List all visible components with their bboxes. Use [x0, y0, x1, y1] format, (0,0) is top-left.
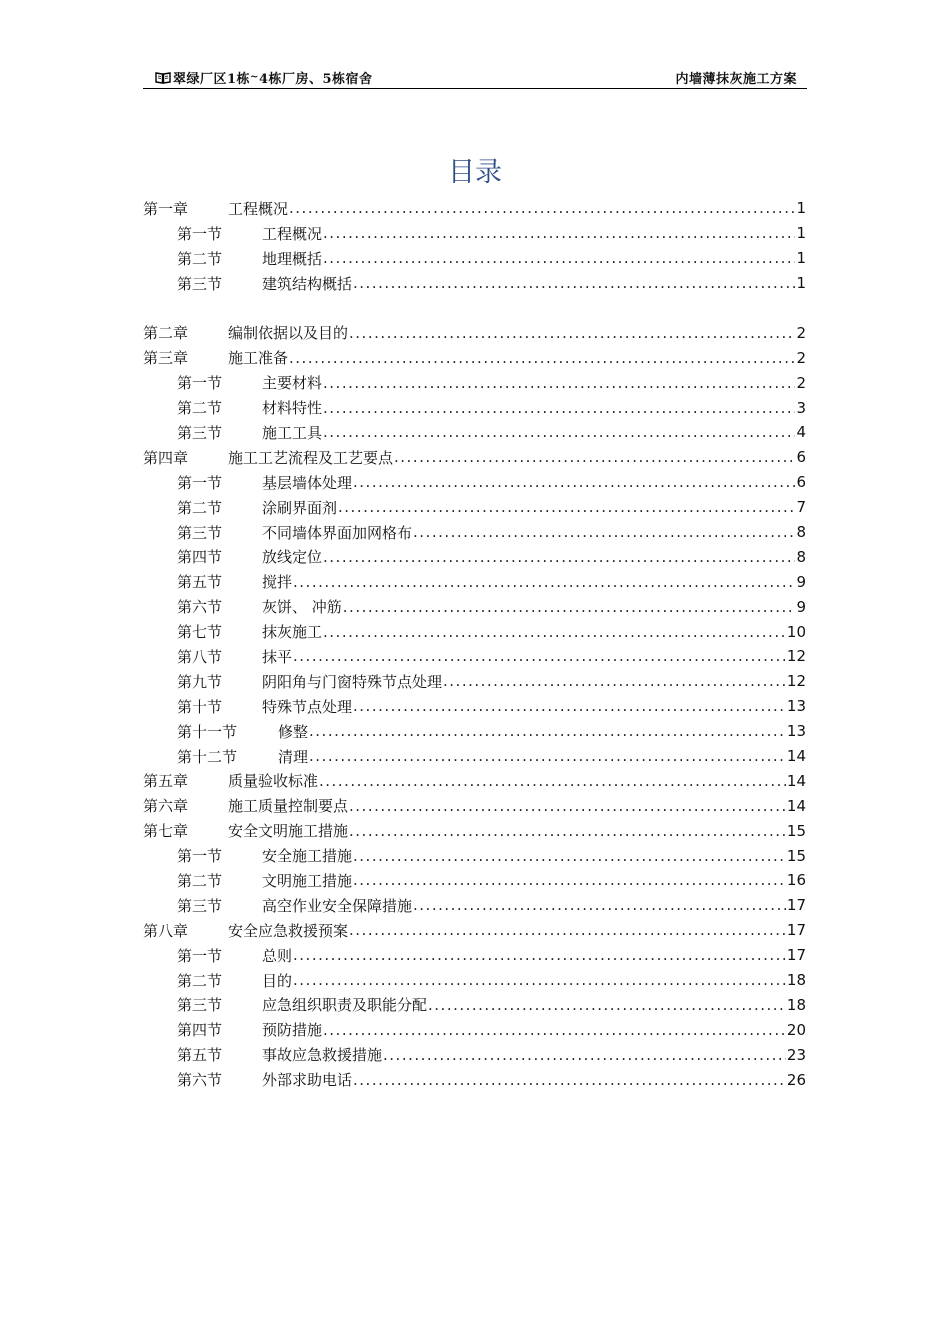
toc-entry-page-number: 15 — [786, 821, 806, 840]
toc-entry-title: 建筑结构概括 — [262, 274, 353, 293]
toc-entry-page-number: 6 — [796, 448, 806, 467]
toc-entry-label: 第十二节 — [177, 747, 238, 766]
toc-entry-title: 预防措施 — [262, 1021, 323, 1040]
header-right-text: 内墙薄抹灰施工方案 — [675, 72, 797, 87]
toc-section-entry[interactable] — [143, 395, 806, 420]
toc-entry-label: 第一章 — [143, 199, 189, 218]
toc-entry-page-number: 6 — [796, 473, 806, 492]
toc-dot-leader — [323, 374, 795, 392]
toc-chapter-entry[interactable] — [143, 196, 806, 221]
toc-section-entry[interactable] — [143, 594, 806, 619]
toc-entry-page-number: 26 — [786, 1070, 806, 1089]
toc-entry-label: 第一节 — [177, 847, 223, 866]
toc-entry-label: 第六节 — [177, 598, 223, 617]
toc-entry-page-number: 13 — [786, 697, 806, 716]
toc-dot-leader — [394, 448, 795, 466]
toc-entry-page-number: 23 — [786, 1045, 806, 1064]
toc-entry-title: 阴阳角与门窗特殊节点处理 — [262, 672, 443, 691]
toc-dot-leader — [323, 399, 795, 417]
toc-entry-label: 第九节 — [177, 672, 223, 691]
toc-entry-page-number: 14 — [786, 771, 806, 790]
toc-section-entry[interactable] — [143, 644, 806, 669]
toc-section-entry[interactable] — [143, 544, 806, 569]
toc-entry-label: 第二节 — [177, 249, 223, 268]
toc-dot-leader — [323, 249, 795, 267]
toc-dot-leader — [413, 523, 795, 541]
page-header — [143, 66, 807, 89]
toc-entry-label: 第十一节 — [177, 722, 238, 741]
toc-entry-title: 高空作业安全保障措施 — [262, 896, 413, 915]
toc-entry-title: 安全施工措施 — [262, 847, 353, 866]
toc-entry-page-number: 4 — [796, 423, 806, 442]
toc-dot-leader — [443, 672, 786, 690]
toc-section-entry[interactable] — [143, 1017, 806, 1042]
toc-entry-label: 第五节 — [177, 573, 223, 592]
toc-section-entry[interactable] — [143, 619, 806, 644]
table-of-contents — [143, 196, 806, 1092]
toc-dot-leader — [323, 423, 795, 441]
toc-entry-label: 第二节 — [177, 498, 223, 517]
toc-entry-title: 灰饼、 冲筋 — [262, 598, 342, 617]
toc-entry-label: 第六章 — [143, 797, 189, 816]
toc-entry-page-number: 2 — [796, 348, 806, 367]
toc-entry-title: 抹平 — [262, 647, 293, 666]
toc-entry-page-number: 12 — [786, 647, 806, 666]
header-left-text: 翠绿厂区1栋 — [173, 72, 251, 87]
toc-section-entry[interactable] — [143, 744, 806, 769]
toc-entry-page-number: 3 — [796, 398, 806, 417]
toc-section-entry[interactable] — [143, 495, 806, 520]
toc-entry-label: 第四章 — [143, 448, 189, 467]
toc-dot-leader — [353, 1071, 786, 1089]
toc-chapter-entry[interactable] — [143, 768, 806, 793]
toc-entry-page-number: 14 — [786, 796, 806, 815]
toc-dot-leader — [323, 224, 795, 242]
toc-entry-title: 施工准备 — [228, 349, 289, 368]
toc-section-entry[interactable] — [143, 843, 806, 868]
toc-entry-page-number: 1 — [796, 224, 806, 243]
toc-dot-leader — [349, 324, 795, 342]
toc-chapter-entry[interactable] — [143, 918, 806, 943]
toc-section-entry[interactable] — [143, 1067, 806, 1092]
toc-entry-title: 修整 — [278, 722, 309, 741]
toc-dot-leader — [293, 647, 786, 665]
toc-entry-label: 第二节 — [177, 399, 223, 418]
toc-entry-title: 总则 — [262, 946, 293, 965]
toc-entry-title: 涂刷界面剂 — [262, 498, 338, 517]
toc-entry-page-number: 7 — [796, 498, 806, 517]
toc-title: 目录 — [448, 157, 502, 188]
toc-entry-label: 第八节 — [177, 647, 223, 666]
toc-dot-leader — [338, 498, 795, 516]
toc-entry-page-number: 2 — [796, 373, 806, 392]
toc-dot-leader — [319, 772, 786, 790]
toc-entry-label: 第三节 — [177, 896, 223, 915]
toc-section-entry[interactable] — [143, 694, 806, 719]
toc-entry-label: 第一节 — [177, 374, 223, 393]
toc-entry-label: 第十节 — [177, 697, 223, 716]
toc-dot-leader — [289, 349, 795, 367]
toc-entry-title: 材料特性 — [262, 399, 323, 418]
toc-entry-label: 第四节 — [177, 1021, 223, 1040]
header-left-text2: 4栋厂房、5栋宿舍 — [258, 72, 373, 87]
toc-chapter-entry[interactable] — [143, 445, 806, 470]
toc-entry-title: 地理概括 — [262, 249, 323, 268]
toc-entry-page-number: 1 — [796, 249, 806, 268]
toc-entry-title: 工程概况 — [262, 224, 323, 243]
toc-dot-leader — [309, 722, 786, 740]
toc-entry-label: 第三节 — [177, 274, 223, 293]
toc-entry-title: 安全文明施工措施 — [228, 822, 349, 841]
header-left-super: ~ — [250, 72, 259, 83]
toc-dot-leader — [323, 623, 786, 641]
toc-dot-leader — [293, 573, 795, 591]
toc-entry-label: 第二节 — [177, 971, 223, 990]
toc-entry-label: 第二节 — [177, 871, 223, 890]
toc-section-entry[interactable] — [143, 669, 806, 694]
toc-entry-title: 放线定位 — [262, 548, 323, 567]
toc-entry-title: 外部求助电话 — [262, 1071, 353, 1090]
toc-entry-page-number: 17 — [786, 896, 806, 915]
toc-section-entry[interactable] — [143, 271, 806, 296]
toc-entry-page-number: 14 — [786, 747, 806, 766]
toc-dot-leader — [343, 598, 796, 616]
toc-dot-leader — [413, 896, 786, 914]
toc-section-entry[interactable] — [143, 370, 806, 395]
toc-entry-title: 基层墙体处理 — [262, 473, 353, 492]
toc-entry-label: 第七节 — [177, 623, 223, 642]
toc-entry-label: 第八章 — [143, 921, 189, 940]
toc-dot-leader — [383, 1046, 786, 1064]
toc-section-entry[interactable] — [143, 1042, 806, 1067]
toc-dot-leader — [293, 946, 786, 964]
toc-section-entry[interactable] — [143, 520, 806, 545]
toc-entry-page-number: 20 — [786, 1020, 806, 1039]
toc-entry-title: 工程概况 — [228, 199, 289, 218]
toc-entry-title: 目的 — [262, 971, 293, 990]
toc-section-entry[interactable] — [143, 420, 806, 445]
toc-chapter-entry[interactable] — [143, 345, 806, 370]
toc-entry-page-number: 18 — [786, 971, 806, 990]
toc-dot-leader — [309, 747, 786, 765]
toc-entry-title: 应急组织职责及职能分配 — [262, 996, 428, 1015]
toc-entry-page-number: 16 — [786, 871, 806, 890]
toc-entry-page-number: 8 — [796, 523, 806, 542]
toc-entry-page-number: 15 — [786, 846, 806, 865]
toc-entry-title: 施工工具 — [262, 423, 323, 442]
toc-dot-leader — [349, 921, 786, 939]
toc-entry-title: 抹灰施工 — [262, 623, 323, 642]
toc-entry-page-number: 8 — [796, 547, 806, 566]
toc-section-entry[interactable] — [143, 968, 806, 993]
toc-entry-label: 第五章 — [143, 772, 189, 791]
toc-entry-label: 第一节 — [177, 224, 223, 243]
toc-entry-page-number: 18 — [786, 995, 806, 1014]
toc-dot-leader — [349, 797, 786, 815]
toc-entry-title: 不同墙体界面加网格布 — [262, 523, 413, 542]
toc-entry-title: 事故应急救援措施 — [262, 1046, 383, 1065]
toc-chapter-entry[interactable] — [143, 793, 806, 818]
toc-dot-leader — [349, 822, 786, 840]
toc-entry-page-number: 1 — [796, 199, 806, 218]
toc-section-entry[interactable] — [143, 993, 806, 1018]
toc-section-entry[interactable] — [143, 221, 806, 246]
toc-entry-label: 第三节 — [177, 423, 223, 442]
toc-entry-title: 编制依据以及目的 — [228, 324, 349, 343]
toc-section-entry[interactable] — [143, 719, 806, 744]
toc-entry-label: 第四节 — [177, 548, 223, 567]
toc-chapter-entry[interactable] — [143, 818, 806, 843]
toc-entry-title: 施工工艺流程及工艺要点 — [228, 448, 394, 467]
toc-entry-label: 第二章 — [143, 324, 189, 343]
toc-entry-label: 第一节 — [177, 473, 223, 492]
toc-entry-label: 第三节 — [177, 523, 223, 542]
toc-dot-leader — [293, 971, 786, 989]
toc-entry-page-number: 10 — [786, 622, 806, 641]
toc-entry-page-number: 17 — [786, 921, 806, 940]
toc-dot-leader — [323, 1021, 786, 1039]
toc-dot-leader — [353, 847, 786, 865]
toc-entry-label: 第一节 — [177, 946, 223, 965]
toc-entry-title: 文明施工措施 — [262, 871, 353, 890]
toc-chapter-entry[interactable] — [143, 320, 806, 345]
toc-section-entry[interactable] — [143, 569, 806, 594]
header-left — [155, 68, 373, 87]
toc-entry-label: 第三节 — [177, 996, 223, 1015]
toc-entry-page-number: 1 — [796, 274, 806, 293]
toc-dot-leader — [428, 996, 786, 1014]
toc-entry-label: 第五节 — [177, 1046, 223, 1065]
toc-entry-page-number: 13 — [786, 722, 806, 741]
toc-entry-title: 清理 — [278, 747, 309, 766]
toc-dot-leader — [353, 473, 795, 491]
toc-entry-page-number: 2 — [796, 323, 806, 342]
toc-dot-leader — [353, 274, 795, 292]
toc-entry-title: 搅拌 — [262, 573, 293, 592]
toc-dot-leader — [353, 697, 786, 715]
toc-entry-label: 第六节 — [177, 1071, 223, 1090]
toc-entry-page-number: 9 — [796, 597, 806, 616]
toc-entry-title: 质量验收标准 — [228, 772, 319, 791]
toc-dot-leader — [323, 548, 795, 566]
toc-entry-title: 特殊节点处理 — [262, 697, 353, 716]
toc-entry-page-number: 9 — [796, 572, 806, 591]
toc-entry-label: 第七章 — [143, 822, 189, 841]
toc-entry-label: 第三章 — [143, 349, 189, 368]
toc-section-entry[interactable] — [143, 868, 806, 893]
book-icon — [155, 72, 171, 84]
toc-entry-page-number: 12 — [786, 672, 806, 691]
toc-entry-title: 主要材料 — [262, 374, 323, 393]
toc-dot-leader — [353, 871, 786, 889]
toc-section-entry[interactable] — [143, 893, 806, 918]
toc-entry-title: 施工质量控制要点 — [228, 797, 349, 816]
toc-entry-page-number: 17 — [786, 946, 806, 965]
toc-entry-title: 安全应急救援预案 — [228, 921, 349, 940]
toc-section-entry[interactable] — [143, 470, 806, 495]
toc-section-entry[interactable] — [143, 246, 806, 271]
toc-section-entry[interactable] — [143, 943, 806, 968]
toc-dot-leader — [289, 199, 795, 217]
